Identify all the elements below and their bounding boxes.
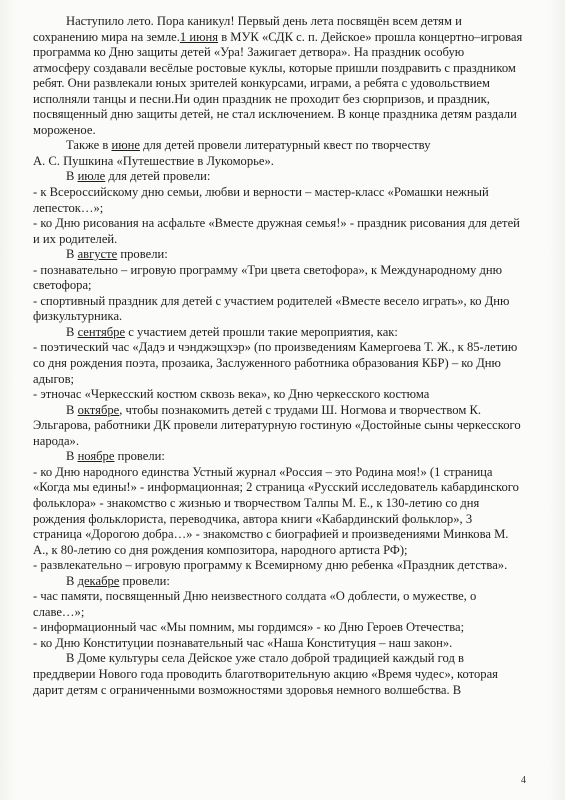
paragraph-october [33, 403, 523, 450]
list-item-july-1: - к Всероссийскому дню семьи, любви и верности – мастер-класс «Ромашки нежный лепесток…»; [33, 185, 489, 215]
text: В [66, 324, 78, 339]
text: провели: [117, 247, 168, 262]
heading-august [33, 247, 523, 263]
text: Наступило лето. Пора каникул! Первый день лета посвящён всем детям и сохранению мира на земле. [33, 14, 462, 44]
heading-september [33, 325, 523, 341]
heading-november [33, 449, 523, 465]
list-item-august-2: - спортивный праздник для детей с участием родителей «Вместе весело играть», ко Дню физкультурника. [33, 293, 510, 324]
paragraph-june-1 [33, 14, 523, 138]
month-september: сентябре [77, 324, 126, 339]
text: Также в [66, 138, 112, 153]
month-october: октябре [77, 402, 120, 417]
list-item-november-2: - развлекательно – игровую программу к Всемирному дню ребенка «Праздник детства». [33, 558, 508, 573]
list-item-november-1: - ко Дню народного единства Устный журнал «Россия – это Родина моя!» (1 страница «Когда мы едины!» - информационная; 2 страница «Русский исследователь кабардинского фольклора» - знакомство с жизнью и творчеством Талпы М. Е., к 130-летию со дня рождения фольклориста, переводчика, автора книги «Кабардинский фольклор», 3 страница «Дорогою добра…» - знакомство с биографией и произведениями Минкова М. А., к 80-летию со дня рождения композитора, народного артиста РФ); [33, 464, 519, 557]
month-november: ноябре [77, 449, 115, 464]
text: для детей провели: [105, 169, 211, 184]
paragraph-june-quest [33, 138, 523, 154]
paragraph-june-quest-line2: А. С. Пушкина «Путешествие в Лукоморье». [33, 153, 274, 168]
list-item-december-1: - час памяти, посвященный Дню неизвестного солдата «О доблести, о мужестве, о славе…»; [33, 589, 477, 619]
heading-july [33, 169, 523, 185]
text: , чтобы познакомить детей с трудами Ш. Ногмова и творчеством К. Эльгарова, работники ДК провели литературную гостиную «Достойные сыны черкесского народа». [33, 402, 521, 448]
page-number: 4 [521, 775, 526, 786]
month-december: декабре [77, 573, 120, 588]
heading-december [33, 574, 523, 590]
list-item-august-1: - познавательно – игровую программу «Три цвета светофора», к Международному дню светофора; [33, 262, 503, 293]
text: В [66, 169, 78, 184]
month-june: июне [111, 138, 140, 153]
text: В [66, 573, 78, 588]
text: В [66, 449, 78, 464]
text: провели: [114, 449, 165, 464]
text: с участием детей прошли такие мероприятия, как: [125, 324, 398, 339]
date-june-1: 1 июня [179, 29, 219, 44]
list-item-september-1: - поэтический час «Дадэ и чэнджэщхэр» (по произведениям Камергоева Т. Ж., к 85-летию со дня рождения поэта, прозаика, Заслуженного работника образования КБР) – ко Дню адыгов; [33, 340, 518, 386]
document-body [33, 14, 523, 698]
list-item-december-3: - ко Дню Конституции познавательный час «Наша Конституция – наш закон». [33, 635, 453, 650]
text: В [66, 247, 78, 262]
list-item-july-2: - ко Дню рисования на асфальте «Вместе дружная семья!» - праздник рисования для детей и их родителей. [33, 216, 520, 246]
month-august: августе [77, 247, 118, 262]
text: для детей провели литературный квест по творчеству [139, 138, 431, 153]
list-item-september-2: - этночас «Черкесский костюм сквозь века», ко Дню черкесского костюма [33, 387, 430, 402]
list-item-december-2: - информационный час «Мы помним, мы гордимся» - ко Дню Героев Отечества; [33, 620, 465, 635]
text: В [66, 402, 78, 417]
month-july: июле [77, 169, 106, 184]
paragraph-new-year-action: В Доме культуры села Дейское уже стало доброй традицией каждый год в преддверии Нового года проводить благотворительную акцию «Время чудес», которая дарит детям с ограниченными возможностями здоровья немного волшебства. В [33, 651, 498, 697]
text: в МУК «СДК с. п. Дейское» прошла концертно–игровая программа ко Дню защиты детей «Ура! Зажигает детвора». На праздник особую атмосферу создавали весёлые ростовые куклы, которые пришли поздравить с праздником ребят. Они развлекали юных зрителей конкурсами, играми, а ребята с удовольствием исполняли танцы и песни.Ни один праздник не проходит без сюрпризов, и праздник, посвященный дню защиты детей, не стал исключением. В конце праздника детям раздали мороженое. [33, 29, 523, 137]
text: провели: [119, 573, 170, 588]
